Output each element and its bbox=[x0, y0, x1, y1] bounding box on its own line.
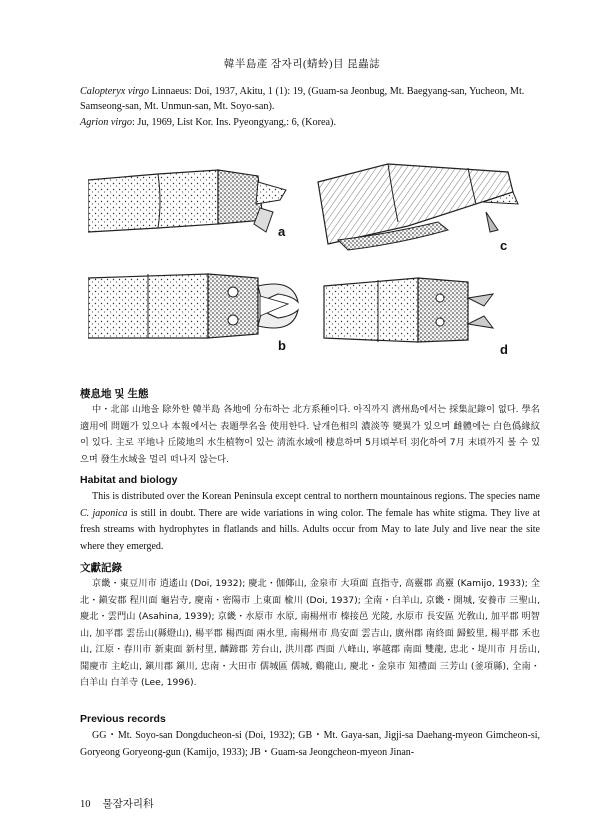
figure-a-drawing bbox=[88, 170, 286, 232]
figure-label-b: b bbox=[278, 338, 286, 353]
page-footer bbox=[80, 796, 166, 811]
abdomen-illustrations bbox=[88, 152, 528, 370]
habitat-en-species: C. japonica bbox=[80, 507, 128, 519]
literature-paragraph: 京畿・東豆川市 逍遙山 (Doi, 1932); 慶北・伽倻山, 金泉市 大項面 直指寺, 高靈郡 高靈 (Kamijo, 1933); 全北・鎭安郡 程川面 龜岩寺, 慶南・密陽市 上東面 楡川 (Doi, 1937); 全南・白羊山, 京畿・開城, 安養市 三聖山, 慶北・雲門山 (Asahina, 1939); 京畿・水原市 水原, 南楊州市 榛接邑 光陵, 水原市 長安區 光敎山, 加平郡 明智山, 加平郡 雲岳山(縣燈山), 楊平郡 楊西面 兩水里, 南楊州市 鳥安面 雲吉山, 廣州郡 南終面 歸鮫里, 楊平郡 禾也山, 江原・春川市 新東面 新村里, 麟蹄郡 芳台山, 洪川郡 西面 八峰山, 寧越郡 南面 雙龍, 忠北・堤川市 月岳山, 聞慶市 主屹山, 鎭川郡 鎭川, 忠南・大田市 儒城區 儒城, 鷄龍山, 慶北・金泉市 知禮面 三芳山 (釜項縣), 全南・白羊山 白羊寺 (Lee, 1996). bbox=[80, 578, 540, 688]
synonym-name-1: Calopteryx virgo bbox=[80, 86, 149, 97]
habitat-ko-paragraph: 中・北部 山地을 除外한 韓半島 各地에 分布하는 北方系種이다. 아직까지 濟州島에서는 採集記錄이 없다. 學名適用에 問題가 있으나 本報에서는 表題學名을 使用한다. 날개色相의 濃淡等 變異가 있으며 雌體에는 白色僞緣紋이 있다. 主로 平地나 丘陵地의 水生植物이 있는 淸流水域에 棲息하며 5月頃부터 羽化하여 7月 末頃까지 볼 수 있으며 發生水域을 멀리 떠나지 않는다. bbox=[80, 404, 540, 465]
section-title-literature: 文獻記錄 bbox=[80, 562, 122, 574]
habitat-en-text-2: is still in doubt. There are wide variations in wing color. The female has white stigma. They live at fresh streams with hydrophytes in flatlands and hills. Adults occur from May to late July and live near the site where they emerged. bbox=[80, 507, 541, 553]
figure-label-a: a bbox=[278, 224, 286, 239]
figure-label-c: c bbox=[500, 238, 508, 253]
abdomen-figure bbox=[88, 152, 528, 370]
figure-label-d: d bbox=[500, 342, 508, 357]
section-title-previous-records: Previous records bbox=[80, 713, 166, 725]
synonym-citation-1: Linnaeus: Doi, 1937, Akitu, 1 (1): 19, (Guam-sa Jeonbug, Mt. Baegyang-san, Yucheon, Mt. Samseong-san, Mt. Unmun-san, Mt. Soyo-san). bbox=[80, 86, 525, 112]
page-number: 10 bbox=[80, 799, 91, 810]
synonymy-entry-1 bbox=[80, 84, 540, 114]
previous-records-paragraph: GG・Mt. Soyo-san Dongducheon-si (Doi, 1932); GB・Mt. Gaya-san, Jigji-sa Daehang-myeon Gimcheon-si, Goryeong Goryeong-gun (Kamijo, 1933); JB・Guam-sa Jeongcheon-myeon Jinan- bbox=[80, 730, 540, 758]
synonymy-entry-2 bbox=[80, 115, 540, 130]
section-title-habitat-en: Habitat and biology bbox=[80, 474, 178, 486]
habitat-en-text-1: This is distributed over the Korean Peninsula except central to northern mountainous regions. The species name bbox=[92, 491, 540, 502]
section-title-habitat-ko: 棲息地 및 生態 bbox=[80, 388, 149, 400]
running-header: 韓半島產 잠자리(蜻蛉)目 昆蟲誌 bbox=[223, 59, 381, 70]
journal-name: 물잠자리科 bbox=[102, 799, 154, 810]
habitat-en-paragraph bbox=[80, 489, 540, 556]
figure-d-drawing bbox=[324, 278, 493, 342]
figure-b-drawing bbox=[88, 274, 298, 338]
figure-c-drawing bbox=[318, 164, 518, 250]
synonym-name-2: Agrion virgo bbox=[80, 117, 132, 128]
synonym-citation-2: : Ju, 1969, List Kor. Ins. Pyeongyang,: 6, (Korea). bbox=[131, 117, 336, 128]
